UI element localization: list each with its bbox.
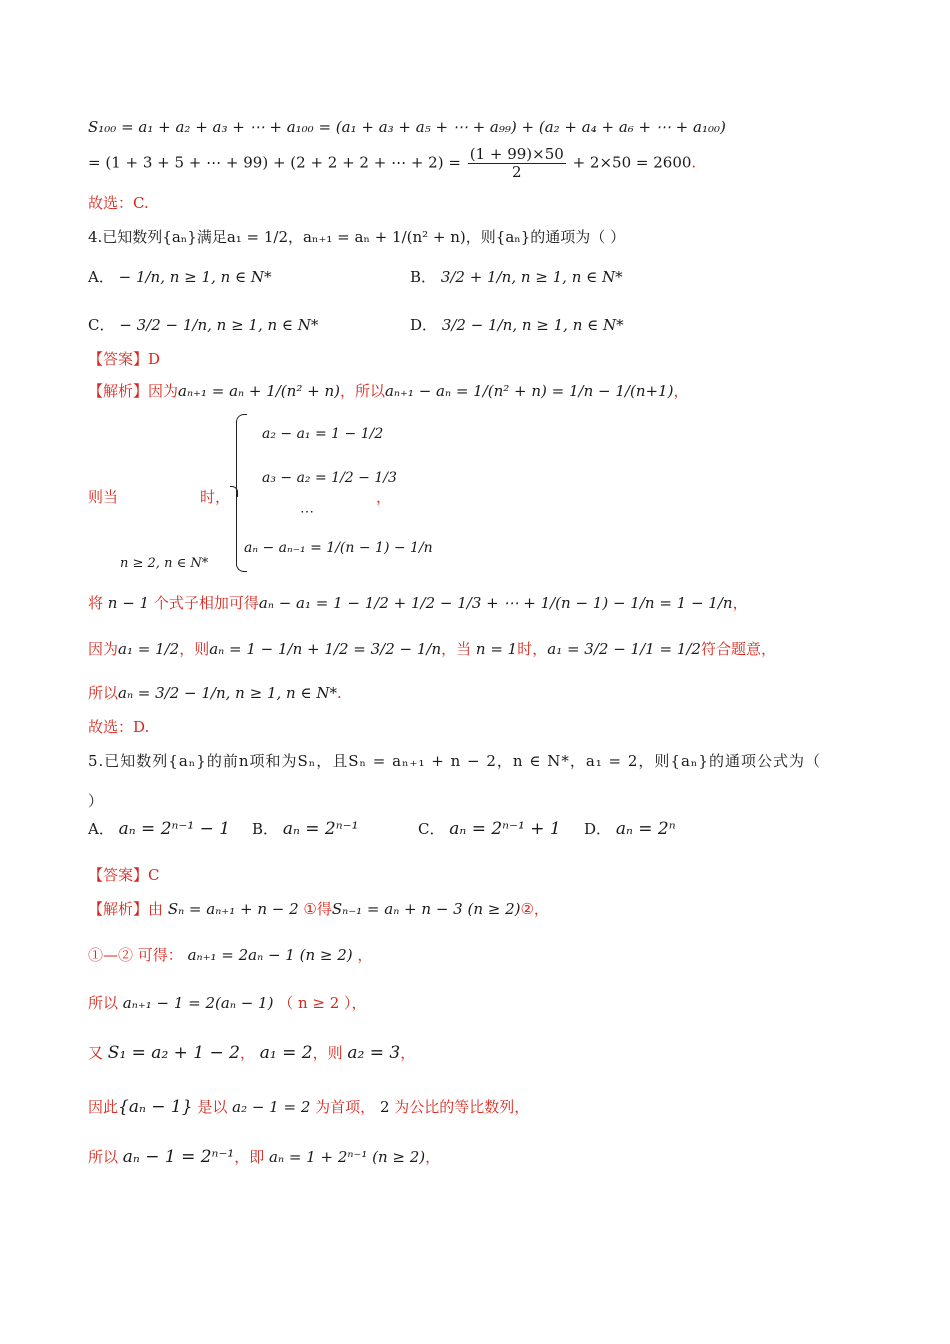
q4-analysis-because: 因为	[148, 382, 179, 400]
q5-a4-eq3: a₂ = 3	[347, 1043, 401, 1063]
q4-option-c-text: − 3/2 − 1/n, n ≥ 1, n ∈ N*	[119, 316, 319, 334]
q5-a4-end: ，	[400, 1044, 416, 1062]
q5-option-c-text: aₙ = 2ⁿ⁻¹ + 1	[449, 819, 561, 839]
q4-because-eq1: a₁ = 1/2	[118, 640, 180, 658]
q5-a3-pre: 所以	[88, 994, 119, 1012]
q4-option-b	[410, 266, 623, 287]
q5-a5-mid2: 为首项，	[315, 1098, 376, 1116]
q4-option-d-text: 3/2 − 1/n, n ≥ 1, n ∈ N*	[441, 316, 624, 334]
q5-a5-end: 为公比的等比数列，	[394, 1098, 530, 1116]
q5-a1-pre: 由	[148, 900, 164, 918]
system-eq-2: a₃ − a₂ = 1/2 − 1/3	[262, 470, 397, 486]
q4-condition: n ≥ 2, n ∈ N*	[120, 556, 209, 571]
q5-analysis-line-1	[88, 898, 549, 919]
q5-a5-pre: 因此	[88, 1098, 119, 1116]
q5-a2-end: ，	[357, 946, 373, 964]
q4-because-then: ，则	[179, 640, 210, 658]
q5-answer	[88, 864, 160, 885]
system-eq-n: aₙ − aₙ₋₁ = 1/(n − 1) − 1/n	[244, 540, 433, 556]
q5-option-b	[252, 818, 358, 839]
q4-add-count: n − 1	[107, 594, 150, 612]
q5-option-d-text: aₙ = 2ⁿ	[615, 819, 676, 839]
q4-option-a-label: A．	[88, 268, 114, 286]
q4-option-d-label: D．	[410, 316, 438, 334]
sum-fraction-num: (1 + 99)×50	[469, 145, 564, 163]
q4-then-time: 时，	[200, 488, 231, 506]
q5-analysis-line-6	[88, 1146, 440, 1167]
q4-option-a-text: − 1/n, n ≥ 1, n ∈ N*	[118, 268, 272, 286]
q4-add-line	[88, 592, 748, 613]
q4-because-ok: 符合题意，	[700, 640, 776, 658]
q4-so-line	[88, 682, 342, 703]
q4-add-pre: 将	[88, 594, 104, 612]
q5-analysis-line-5	[88, 1096, 529, 1117]
sum-period: .	[691, 153, 697, 172]
q5-option-c-label: C．	[418, 820, 445, 838]
q5-option-d	[584, 818, 676, 839]
q5-option-b-text: aₙ = 2ⁿ⁻¹	[282, 819, 359, 839]
q4-analysis-tag: 【解析】	[88, 382, 149, 400]
q5-a1-end: ②，	[520, 900, 549, 918]
q4-because-eq3: a₁ = 3/2 − 1/1 = 1/2	[547, 640, 701, 658]
q5-a4-sep: ，	[240, 1044, 256, 1062]
q4-option-b-text: 3/2 + 1/n, n ≥ 1, n ∈ N*	[440, 268, 623, 286]
q5-a2-eq: aₙ₊₁ = 2aₙ − 1 (n ≥ 2)	[187, 946, 353, 964]
q4-analysis-so: ，所以	[339, 382, 385, 400]
sum-formula-2b: + 2×50 = 2600	[572, 153, 692, 172]
q5-analysis-line-4	[88, 1042, 415, 1063]
sum-line-2	[88, 146, 696, 181]
q4-option-c	[88, 314, 318, 335]
q4-because-eq2: aₙ = 1 − 1/n + 1/2 = 3/2 − 1/n	[209, 640, 442, 658]
q5-a5-eq2: a₂ − 1 = 2	[232, 1098, 311, 1116]
q5-a2-pre: ①—② 可得：	[88, 946, 183, 964]
system-ellipsis: ⋯	[300, 504, 314, 520]
sum-formula-1: S₁₀₀ = a₁ + a₂ + a₃ + ⋯ + a₁₀₀ = (a₁ + a₃ + a₅ + ⋯ + a₉₉) + (a₂ + a₄ + a₆ + ⋯ + a₁₀₀)	[88, 118, 726, 136]
q4-option-a	[88, 266, 272, 287]
q4-so-eq: aₙ = 3/2 − 1/n, n ≥ 1, n ∈ N*	[118, 684, 337, 702]
q5-a5-eq: {aₙ − 1}	[118, 1097, 193, 1117]
q4-because-time: 时，	[517, 640, 548, 658]
q5-a6-end: ，	[425, 1148, 441, 1166]
q5-a6-eq2: aₙ = 1 + 2ⁿ⁻¹ (n ≥ 2)	[269, 1148, 426, 1166]
q5-analysis-line-2	[88, 944, 372, 965]
q5-a5-ratio: 2	[379, 1098, 390, 1116]
q5-a3-eq: aₙ₊₁ − 1 = 2(aₙ − 1)	[122, 994, 274, 1012]
q4-because-when: ，当	[441, 640, 472, 658]
q4-option-d	[410, 314, 624, 335]
q4-answer-tag: 【答案】	[88, 350, 149, 368]
q4-stem: 4.已知数列{aₙ}满足a₁ = 1/2，aₙ₊₁ = aₙ + 1/(n² + n)，则{aₙ}的通项为（ ）	[88, 228, 626, 246]
q5-option-a-label: A．	[88, 820, 114, 838]
q4-so-end: .	[336, 684, 342, 702]
q4-because-line	[88, 638, 776, 659]
system-comma: ，	[376, 488, 392, 506]
q4-because-n: n = 1	[475, 640, 518, 658]
q5-option-b-label: B．	[252, 820, 279, 838]
q5-a4-then: ，则	[312, 1044, 343, 1062]
q4-answer	[88, 348, 160, 369]
q5-a5-mid: 是以	[197, 1098, 228, 1116]
q5-a1-eq: Sₙ = aₙ₊₁ + n − 2	[167, 900, 299, 918]
q5-a6-mid: ，即	[234, 1148, 265, 1166]
q5-a1-eq2: Sₙ₋₁ = aₙ + n − 3 (n ≥ 2)	[331, 900, 521, 918]
q5-stem-2: ）	[88, 792, 104, 810]
q5-option-a-text: aₙ = 2ⁿ⁻¹ − 1	[118, 819, 231, 839]
q4-add-mid: 个式子相加可得	[153, 594, 259, 612]
q3-choice: 故选：C.	[88, 194, 149, 212]
q4-option-b-label: B．	[410, 268, 437, 286]
q5-a4-eq: S₁ = a₂ + 1 − 2	[107, 1043, 240, 1063]
q5-a6-eq: aₙ − 1 = 2ⁿ⁻¹	[122, 1147, 235, 1167]
q5-stem-1: 5.已知数列{aₙ}的前n项和为Sₙ，且Sₙ = aₙ₊₁ + n − 2，n ∈ N*，a₁ = 2，则{aₙ}的通项公式为（	[88, 752, 821, 770]
sum-formula-2a: = (1 + 3 + 5 + ⋯ + 99) + (2 + 2 + 2 + ⋯ + 2) =	[88, 153, 461, 172]
q4-because-pre: 因为	[88, 640, 119, 658]
q4-choice: 故选：D.	[88, 718, 150, 736]
q4-analysis-comma: ，	[673, 382, 689, 400]
q4-answer-value: D	[148, 350, 161, 368]
q5-option-a	[88, 818, 230, 839]
sum-fraction	[468, 146, 566, 181]
q5-answer-tag: 【答案】	[88, 866, 149, 884]
q5-a1-mid: ①得	[303, 900, 332, 918]
system-eq-1: a₂ − a₁ = 1 − 1/2	[262, 426, 384, 442]
q5-answer-value: C	[148, 866, 160, 884]
sum-fraction-den: 2	[511, 163, 522, 181]
q4-difference: aₙ₊₁ − aₙ = 1/(n² + n) = 1/n − 1/(n+1)	[384, 382, 674, 400]
q4-add-eq: aₙ − a₁ = 1 − 1/2 + 1/2 − 1/3 + ⋯ + 1/(n − 1) − 1/n = 1 − 1/n	[258, 594, 733, 612]
q4-option-c-label: C．	[88, 316, 115, 334]
q5-a6-pre: 所以	[88, 1148, 119, 1166]
q4-add-end: ，	[732, 594, 748, 612]
q4-recurrence: aₙ₊₁ = aₙ + 1/(n² + n)	[178, 382, 340, 400]
q5-option-d-label: D．	[584, 820, 612, 838]
system-brace-tip	[230, 486, 238, 497]
q4-then-when: 则当	[88, 488, 119, 506]
q4-analysis-line-1	[88, 380, 688, 401]
q5-a4-pre: 又	[88, 1044, 104, 1062]
q5-analysis-tag: 【解析】	[88, 900, 149, 918]
sum-line-1	[88, 118, 726, 136]
q5-analysis-line-3	[88, 992, 367, 1013]
q5-a4-eq2: a₁ = 2	[259, 1043, 313, 1063]
q5-option-c	[418, 818, 561, 839]
q4-so-pre: 所以	[88, 684, 119, 702]
q5-a3-cond: （ n ≥ 2 ），	[278, 994, 367, 1012]
